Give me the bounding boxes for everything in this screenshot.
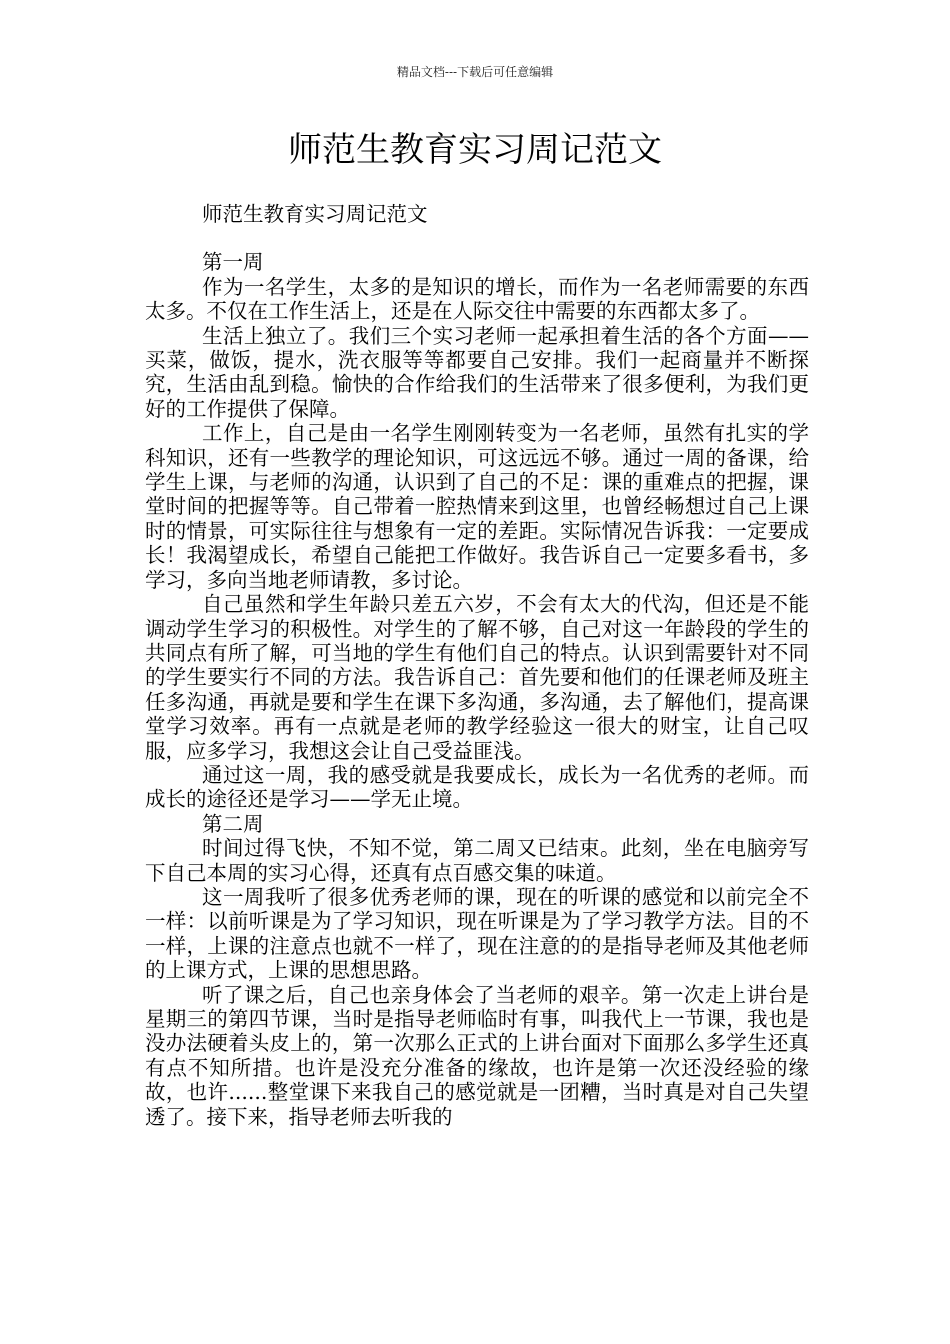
body-paragraph: 作为一名学生，太多的是知识的增长，而作为一名老师需要的东西太多。不仅在工作生活上，还是在人际交往中需要的东西都太多了。 bbox=[145, 274, 809, 324]
body-paragraph: 听了课之后，自己也亲身体会了当老师的艰辛。第一次走上讲台是星期三的第四节课，当时是指导老师临时有事，叫我代上一节课，我也是没办法硬着头皮上的，第一次那么正式的上讲台面对下面那么多学生还真有点不知所措。也许是没充分准备的缘故，也许是第一次还没经验的缘故，也许......整堂课下来我自己的感觉就是一团糟，当时真是对自己失望透了。接下来，指导老师去听我的 bbox=[145, 982, 809, 1129]
body-paragraph: 这一周我听了很多优秀老师的课，现在的听课的感觉和以前完全不一样：以前听课是为了学习知识，现在听课是为了学习教学方法。目的不一样，上课的注意点也就不一样了，现在注意的的是指导老师及其他老师的上课方式，上课的思想思路。 bbox=[145, 884, 809, 983]
body-paragraph: 工作上，自己是由一名学生刚刚转变为一名老师，虽然有扎实的学科知识，还有一些教学的理论知识，可这远远不够。通过一周的备课，给学生上课，与老师的沟通，认识到了自己的不足：课的重难点的把握，课堂时间的把握等等。自己带着一腔热情来到这里，也曾经畅想过自己上课时的情景，可实际往往与想象有一定的差距。实际情况告诉我：一定要成长！我渴望成长，希望自己能把工作做好。我告诉自己一定要多看书，多学习，多向当地老师请教，多讨论。 bbox=[145, 421, 809, 592]
body-paragraph: 时间过得飞快，不知不觉，第二周又已结束。此刻，坐在电脑旁写下自己本周的实习心得，还真有点百感交集的味道。 bbox=[145, 836, 809, 885]
header-note: 精品文档---下载后可任意编辑 bbox=[396, 65, 554, 79]
body-paragraph: 自己虽然和学生年龄只差五六岁，不会有太大的代沟，但还是不能调动学生学习的积极性。对学生的了解不够，自己对这一年龄段的学生的共同点有所了解，可当地的学生有他们自己的特点。认识到需要针对不同的学生要实行不同的方法。我告诉自己：首先要和他们的任课老师及班主任多沟通，再就是要和学生在课下多沟通，多沟通，去了解他们，提高课堂学习效率。再有一点就是老师的教学经验这一很大的财宝，让自己叹服，应多学习，我想这会让自己受益匪浅。 bbox=[145, 592, 809, 763]
document-body bbox=[145, 202, 809, 1129]
document-subtitle: 师范生教育实习周记范文 bbox=[202, 202, 428, 226]
week-heading: 第二周 bbox=[202, 811, 264, 836]
document-title: 师范生教育实习周记范文 bbox=[288, 130, 662, 170]
week-heading: 第一周 bbox=[202, 250, 264, 275]
body-paragraph: 生活上独立了。我们三个实习老师一起承担着生活的各个方面——买菜，做饭，提水，洗衣服等等都要自己安排。我们一起商量并不断探究，生活由乱到稳。愉快的合作给我们的生活带来了很多便利，为我们更好的工作提供了保障。 bbox=[145, 323, 809, 421]
body-paragraph: 通过这一周，我的感受就是我要成长，成长为一名优秀的老师。而成长的途径还是学习——学无止境。 bbox=[145, 762, 809, 812]
